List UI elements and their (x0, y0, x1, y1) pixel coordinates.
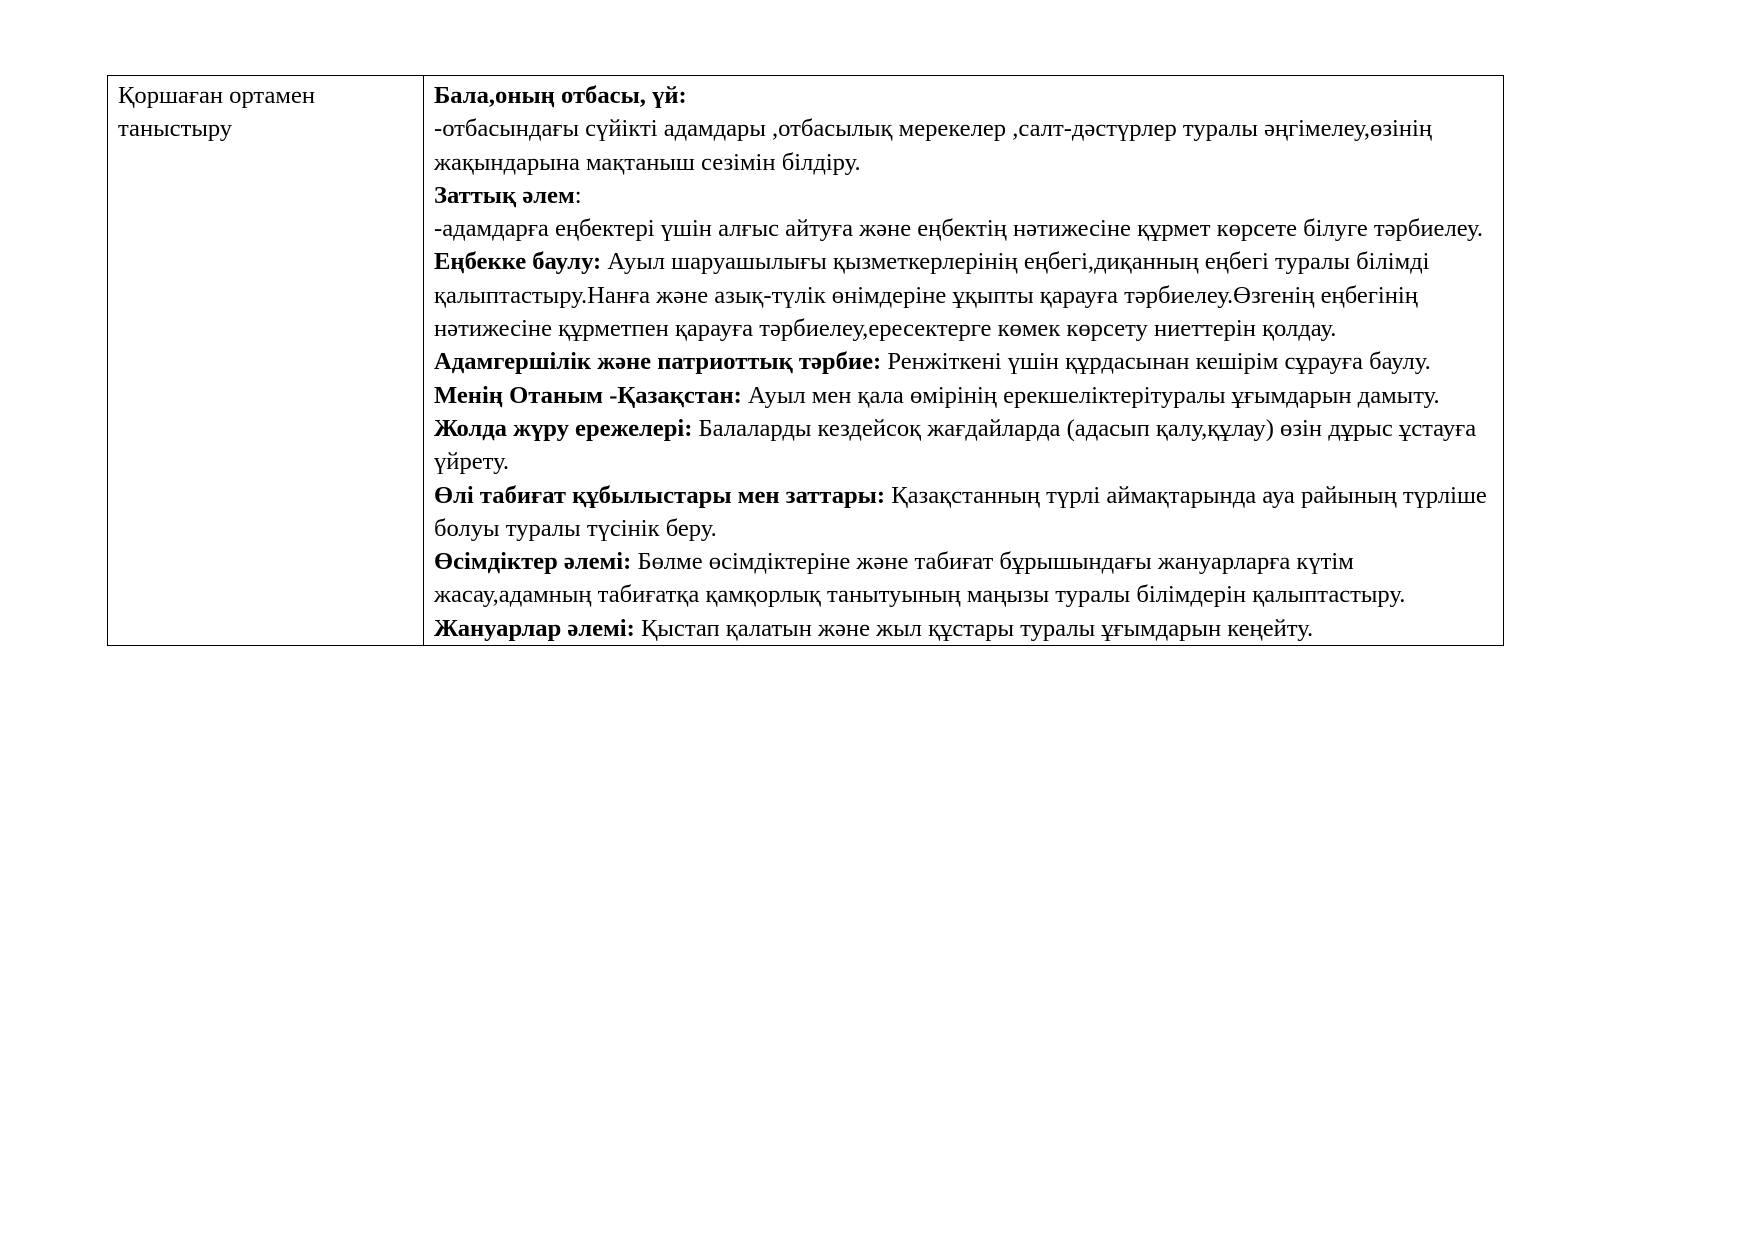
section-family-text (434, 112, 1493, 179)
section-text: Бөлме өсімдіктеріне және табиғат бұрышындағы жануарларға күтім жасау,адамның табиғатқа қамқорлық танытуының маңызы туралы білімдерін қалыптастыру. (434, 548, 1406, 609)
section-objects (434, 179, 1493, 212)
subject-cell: Қоршаған ортамен таныстыру (108, 76, 424, 646)
section-objects-text (434, 212, 1493, 245)
section-inanimate-nature (434, 479, 1493, 546)
section-heading: Жануарлар әлемі: (434, 614, 635, 642)
section-heading: Жолда жүру ережелері: (434, 414, 693, 442)
section-heading: Өсімдіктер әлемі: (434, 548, 632, 576)
section-animals (434, 612, 1493, 645)
section-labor (434, 245, 1493, 345)
section-homeland (434, 379, 1493, 412)
section-heading: Менің Отаным -Қазақстан: (434, 381, 742, 409)
section-heading: Заттық әлем (434, 181, 575, 209)
table-row (108, 76, 1504, 646)
section-family (434, 79, 1493, 112)
section-moral (434, 345, 1493, 378)
section-text: Ауыл шаруашылығы қызметкерлерінің еңбегі,диқанның еңбегі туралы білімді қалыптастыру.Нанға және азық-түлік өнімдеріне ұқыпты қарауға тәрбиелеу.Өзгенің еңбегінің нәтижесіне құрметпен қарауға тәрбиелеу,ересектерге көмек көрсету ниеттерін қолдау. (434, 248, 1430, 343)
section-plants (434, 545, 1493, 612)
section-text: Балаларды кездейсоқ жағдайларда (адасып қалу,құлау) өзін дұрыс ұстауға үйрету. (434, 414, 1477, 476)
section-heading: Бала,оның отбасы, үй: (434, 82, 687, 109)
section-text: Қазақстанның түрлі аймақтарында ауа райының түрліше болуы туралы түсінік беру. (434, 481, 1487, 542)
section-text: : (574, 181, 582, 209)
section-heading: Еңбекке баулу: (434, 248, 602, 276)
content-cell (424, 76, 1504, 646)
section-text: Қыстап қалатын және жыл құстары туралы ұғымдарын кеңейту. (634, 614, 1314, 642)
section-heading: Адамгершілік және патриоттық тәрбие: (434, 348, 882, 376)
section-text: Ренжіткені үшін құрдасынан кешірім сұрауға баулу. (881, 348, 1431, 376)
section-heading: Өлі табиғат құбылыстары мен заттары: (434, 481, 886, 509)
section-text: -адамдарға еңбектері үшін алғыс айтуға және еңбектің нәтижесіне құрмет көрсете білуге тәрбиелеу. (434, 215, 1484, 243)
content-table (107, 75, 1504, 646)
section-traffic-rules (434, 412, 1493, 479)
section-text: -отбасындағы сүйікті адамдары ,отбасылық мерекелер ,салт-дәстүрлер туралы әңгімелеу,өзінің жақындарына мақтаныш сезімін білдіру. (434, 115, 1433, 176)
section-text: Ауыл мен қала өмірінің ерекшеліктерітуралы ұғымдарын дамыту. (741, 381, 1440, 409)
